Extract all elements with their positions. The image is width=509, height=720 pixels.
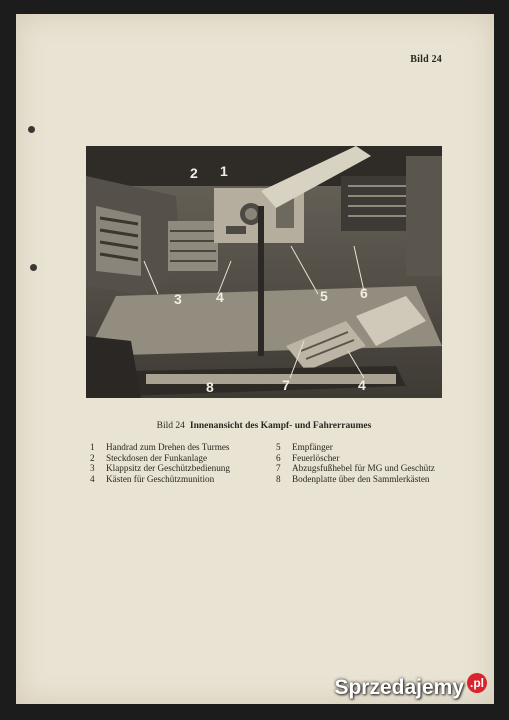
legend-text: Feuerlöscher (292, 452, 340, 463)
legend-item (90, 442, 260, 453)
legend-text: Klappsitz der Geschützbedienung (106, 463, 230, 474)
caption-label: Bild 24 (156, 421, 185, 431)
legend-number: 2 (90, 452, 95, 463)
photo-label: 5 (320, 288, 328, 304)
legend-text: Empfänger (292, 442, 333, 452)
caption-title: Innenansicht des Kampf- und Fahrerraumes (189, 421, 372, 431)
photo-label: 2 (190, 165, 198, 181)
photo-label: 4 (216, 289, 224, 305)
watermark-logo (334, 676, 487, 700)
legend-number: 7 (276, 463, 281, 474)
legend-number: 5 (276, 442, 281, 452)
legend-text: Abzugsfußhebel für MG und Geschütz (292, 463, 435, 474)
legend-number: 4 (90, 473, 95, 484)
photo-label: 3 (174, 291, 182, 307)
legend-item (276, 442, 444, 453)
legend-item (276, 453, 444, 464)
legend-text: Steckdosen der Funkanlage (106, 452, 208, 463)
legend-item (90, 474, 260, 485)
punch-hole (30, 264, 37, 271)
interior-photo (86, 146, 442, 398)
punch-hole (28, 126, 35, 133)
figure-number: Bild 24 (410, 54, 442, 65)
legend-right-column (276, 442, 444, 484)
legend-text: Bodenplatte über den Sammlerkästen (292, 473, 430, 484)
legend-left-column (90, 442, 260, 484)
watermark-text: Sprzedajemy (334, 676, 464, 699)
legend-item (276, 463, 444, 474)
legend-number: 6 (276, 452, 281, 463)
figure-caption (86, 421, 442, 431)
photo-label: 1 (220, 163, 228, 179)
legend-item (90, 463, 260, 474)
legend-item (276, 474, 444, 485)
photo-label: 6 (360, 285, 368, 301)
legend-item (90, 453, 260, 464)
legend-number: 3 (90, 463, 95, 474)
photo-label: 8 (206, 379, 214, 395)
legend-text: Handrad zum Drehen des Turmes (106, 442, 230, 452)
legend-text: Kästen für Geschützmunition (106, 473, 215, 484)
watermark-badge: .pl (467, 673, 487, 693)
legend-number: 8 (276, 473, 281, 484)
document-page (16, 14, 494, 704)
photo-label: 7 (282, 377, 290, 393)
photo-illustration (86, 146, 442, 398)
legend-number: 1 (90, 442, 95, 452)
photo-label: 4 (358, 377, 366, 393)
